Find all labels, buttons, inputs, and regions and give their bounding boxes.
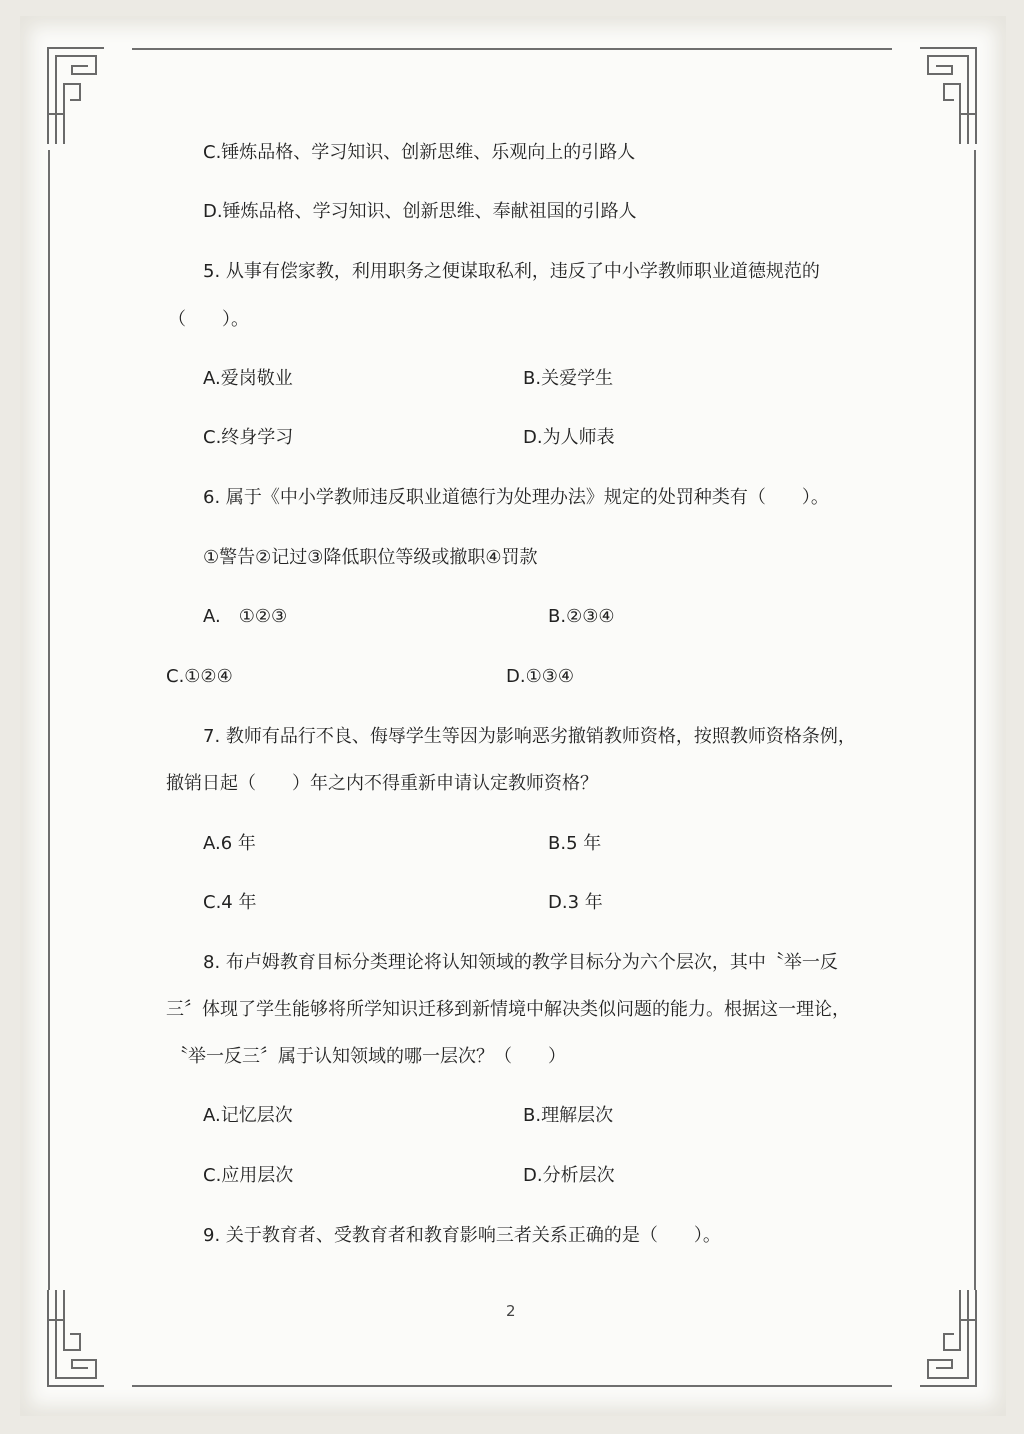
q5-option-a: A.爱岗敬业 xyxy=(203,368,293,389)
corner-ornament-bottom-left xyxy=(44,1290,108,1390)
frame-bottom-line xyxy=(132,1385,892,1387)
corner-ornament-top-left xyxy=(44,44,108,144)
page-background xyxy=(20,16,1006,1416)
q6-option-d: D.①③④ xyxy=(506,666,574,687)
frame-top-line xyxy=(132,48,892,50)
q8-stem-line2: 三〞体现了学生能够将所学知识迁移到新情境中解决类似问题的能力。根据这一理论， xyxy=(166,999,850,1020)
page-number: 2 xyxy=(506,1302,516,1320)
corner-ornament-bottom-right xyxy=(916,1290,980,1390)
q6-option-c: C.①②④ xyxy=(166,666,233,687)
q6-items: ①警告②记过③降低职位等级或撤职④罚款 xyxy=(203,547,538,568)
q8-option-b: B.理解层次 xyxy=(523,1105,614,1126)
q8-option-a: A.记忆层次 xyxy=(203,1105,293,1126)
q8-stem-line3: 〝举一反三〞属于认知领域的哪一层次？（ ） xyxy=(170,1046,566,1067)
q8-option-c: C.应用层次 xyxy=(203,1165,294,1186)
q6-option-a: A. ①②③ xyxy=(203,606,288,627)
q8-option-d: D.分析层次 xyxy=(523,1165,615,1186)
q7-option-a: A.6 年 xyxy=(203,833,256,854)
q4-option-c: C.锤炼品格、学习知识、创新思维、乐观向上的引路人 xyxy=(203,142,636,163)
q7-stem-line2: 撤销日起（ ）年之内不得重新申请认定教师资格？ xyxy=(166,773,598,794)
q6-stem: 6. 属于《中小学教师违反职业道德行为处理办法》规定的处罚种类有（ ）。 xyxy=(203,487,829,508)
q7-option-b: B.5 年 xyxy=(548,833,602,854)
q5-option-b: B.关爱学生 xyxy=(523,368,614,389)
q5-stem-line1: 5. 从事有偿家教，利用职务之便谋取私利，违反了中小学教师职业道德规范的 xyxy=(203,261,820,282)
q5-option-d: D.为人师表 xyxy=(523,427,615,448)
q8-stem-line1: 8. 布卢姆教育目标分类理论将认知领域的教学目标分为六个层次，其中〝举一反 xyxy=(203,952,838,973)
q7-option-c: C.4 年 xyxy=(203,892,257,913)
corner-ornament-top-right xyxy=(916,44,980,144)
q9-stem: 9. 关于教育者、受教育者和教育影响三者关系正确的是（ ）。 xyxy=(203,1225,721,1246)
q4-option-d: D.锤炼品格、学习知识、创新思维、奉献祖国的引路人 xyxy=(203,201,637,222)
frame-right-line xyxy=(974,150,976,1290)
q5-option-c: C.终身学习 xyxy=(203,427,294,448)
q5-stem-line2: （ ）。 xyxy=(168,309,249,330)
frame-left-line xyxy=(48,150,50,1290)
q7-option-d: D.3 年 xyxy=(548,892,603,913)
q7-stem-line1: 7. 教师有品行不良、侮辱学生等因为影响恶劣撤销教师资格，按照教师资格条例， xyxy=(203,726,856,747)
q6-option-b: B.②③④ xyxy=(548,606,615,627)
